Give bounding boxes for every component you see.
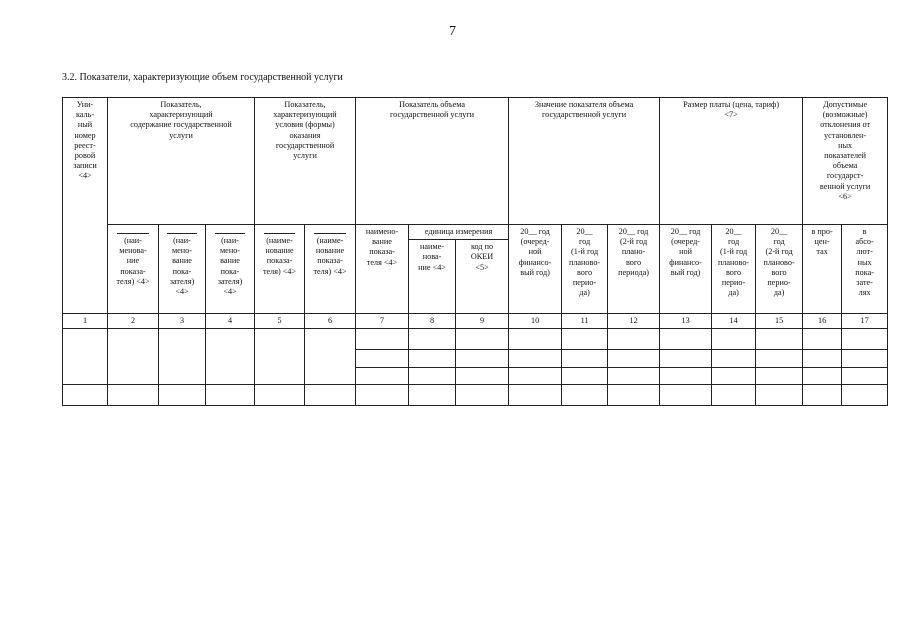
data-cell[interactable] <box>712 385 756 406</box>
subheader-col-8: наиме- нова- ние <4> <box>409 240 456 314</box>
data-cell[interactable] <box>608 368 660 385</box>
col-number: 13 <box>660 314 712 329</box>
col-number: 5 <box>255 314 305 329</box>
column-numbers-row <box>63 314 888 329</box>
data-cell[interactable] <box>756 368 803 385</box>
data-cell[interactable] <box>356 385 409 406</box>
subheader-col-2-text: (наи- менова- ние показа- теля) <4> <box>116 236 150 286</box>
data-cell[interactable] <box>712 350 756 368</box>
subheader-col-4-text: (наи- мено- вание пока- зателя) <4> <box>217 236 243 297</box>
col-number: 2 <box>108 314 159 329</box>
data-cell[interactable] <box>712 329 756 350</box>
data-cell[interactable] <box>159 329 206 385</box>
data-cell[interactable] <box>456 329 509 350</box>
col-number: 4 <box>206 314 255 329</box>
data-cell[interactable] <box>803 368 842 385</box>
data-cell[interactable] <box>305 329 356 385</box>
data-cell[interactable] <box>608 385 660 406</box>
subheader-col-2 <box>108 225 159 314</box>
subheader-col-4 <box>206 225 255 314</box>
col-number: 14 <box>712 314 756 329</box>
subheader-col-10: 20__ год (очеред- ной финансо- вый год) <box>509 225 562 314</box>
col-number: 12 <box>608 314 660 329</box>
data-cell[interactable] <box>409 368 456 385</box>
subheader-col-6-text: (наиме- нование показа- теля) <4> <box>313 236 347 276</box>
header-volume-indicator: Показатель объема государственной услуги <box>356 98 509 225</box>
data-cell[interactable] <box>660 350 712 368</box>
subheader-unit: единица измерения <box>409 225 509 240</box>
data-cell[interactable] <box>509 368 562 385</box>
data-cell[interactable] <box>562 368 608 385</box>
col-number: 8 <box>409 314 456 329</box>
data-cell[interactable] <box>842 350 888 368</box>
data-cell[interactable] <box>842 329 888 350</box>
data-cell[interactable] <box>756 329 803 350</box>
subheader-col-13: 20__ год (очеред- ной финансо- вый год) <box>660 225 712 314</box>
blank-line <box>117 233 149 234</box>
data-cell[interactable] <box>562 385 608 406</box>
data-cell[interactable] <box>756 350 803 368</box>
subheader-col-3-text: (наи- мено- вание пока- зателя) <4> <box>169 236 195 297</box>
table-row <box>63 385 888 406</box>
subheader-col-17: в абсо- лют- ных пока- зате- лях <box>842 225 888 314</box>
subheader-col-15: 20__ год (2-й год планово- вого перио- да) <box>756 225 803 314</box>
data-cell[interactable] <box>660 385 712 406</box>
data-cell[interactable] <box>456 350 509 368</box>
blank-line <box>167 233 196 234</box>
col-number: 9 <box>456 314 509 329</box>
header-unique-number: Уни- каль- ный номер реест- ровой записи <4> <box>63 98 108 314</box>
subheader-col-7: наимено- вание показа- теля <4> <box>356 225 409 314</box>
data-cell[interactable] <box>562 350 608 368</box>
data-cell[interactable] <box>842 368 888 385</box>
header-deviations: Допустимые (возможные) отклонения от установлен- ных показателей объема государст- венной услуги <6> <box>803 98 888 225</box>
header-fee: Размер платы (цена, тариф) <7> <box>660 98 803 225</box>
data-cell[interactable] <box>803 385 842 406</box>
data-cell[interactable] <box>255 385 305 406</box>
data-cell[interactable] <box>660 368 712 385</box>
col-number: 7 <box>356 314 409 329</box>
blank-line <box>314 233 346 234</box>
col-number: 10 <box>509 314 562 329</box>
data-cell[interactable] <box>803 329 842 350</box>
subheader-col-12: 20__ год (2-й год плано- вого периода) <box>608 225 660 314</box>
data-cell[interactable] <box>63 329 108 385</box>
blank-line <box>264 233 296 234</box>
page-number: 7 <box>449 24 456 39</box>
volume-indicators-table <box>62 97 888 406</box>
data-cell[interactable] <box>108 329 159 385</box>
col-number: 3 <box>159 314 206 329</box>
data-cell[interactable] <box>562 329 608 350</box>
subheader-col-6 <box>305 225 356 314</box>
section-title: 3.2. Показатели, характеризующие объем государственной услуги <box>62 72 343 83</box>
subheader-col-14: 20__ год (1-й год планово- вого перио- да) <box>712 225 756 314</box>
data-cell[interactable] <box>159 385 206 406</box>
data-cell[interactable] <box>206 385 255 406</box>
col-number: 15 <box>756 314 803 329</box>
blank-line <box>215 233 246 234</box>
subheader-col-3 <box>159 225 206 314</box>
data-cell[interactable] <box>509 350 562 368</box>
data-cell[interactable] <box>409 350 456 368</box>
subheader-col-9: код по ОКЕИ <5> <box>456 240 509 314</box>
data-cell[interactable] <box>456 368 509 385</box>
data-cell[interactable] <box>509 385 562 406</box>
data-cell[interactable] <box>206 329 255 385</box>
data-cell[interactable] <box>356 368 409 385</box>
data-cell[interactable] <box>756 385 803 406</box>
subheader-col-5 <box>255 225 305 314</box>
data-cell[interactable] <box>409 329 456 350</box>
data-cell[interactable] <box>660 329 712 350</box>
data-cell[interactable] <box>305 385 356 406</box>
subheader-col-11: 20__ год (1-й год планово- вого перио- да) <box>562 225 608 314</box>
data-cell[interactable] <box>356 350 409 368</box>
data-cell[interactable] <box>255 329 305 385</box>
table-row <box>63 329 888 350</box>
data-cell[interactable] <box>409 385 456 406</box>
col-number: 1 <box>63 314 108 329</box>
data-cell[interactable] <box>608 329 660 350</box>
data-cell[interactable] <box>108 385 159 406</box>
header-indicator-value: Значение показателя объема государственной услуги <box>509 98 660 225</box>
col-number: 11 <box>562 314 608 329</box>
data-cell[interactable] <box>842 385 888 406</box>
data-cell[interactable] <box>456 385 509 406</box>
data-cell[interactable] <box>803 350 842 368</box>
data-cell[interactable] <box>608 350 660 368</box>
subheader-col-5-text: (наиме- нование показа- теля) <4> <box>262 236 297 276</box>
header-conditions-indicator: Показатель, характеризующий условия (формы) оказания государственной услуги <box>255 98 356 225</box>
subheader-col-16: в про- цен- тах <box>803 225 842 314</box>
data-cell[interactable] <box>712 368 756 385</box>
col-number: 6 <box>305 314 356 329</box>
data-cell[interactable] <box>509 329 562 350</box>
col-number: 17 <box>842 314 888 329</box>
data-cell[interactable] <box>356 329 409 350</box>
data-cell[interactable] <box>63 385 108 406</box>
col-number: 16 <box>803 314 842 329</box>
header-content-indicator: Показатель, характеризующий содержание государственной услуги <box>108 98 255 225</box>
